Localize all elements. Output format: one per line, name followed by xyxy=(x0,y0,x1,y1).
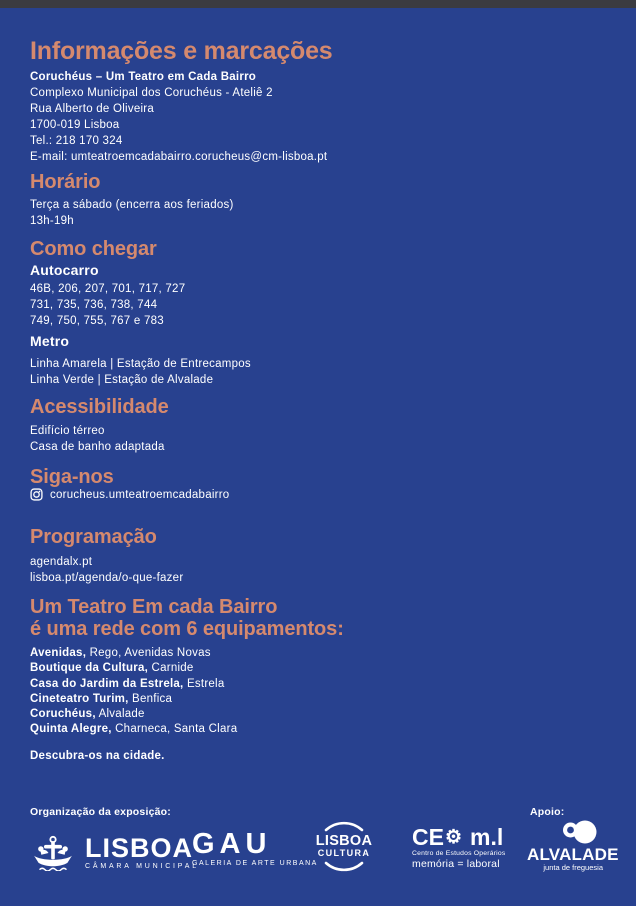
lisboa-cultura-line1: LISBOA xyxy=(315,833,373,849)
logo-lisboa-cultura xyxy=(312,820,376,872)
venues-list xyxy=(30,646,237,738)
venue-item xyxy=(30,707,237,722)
gau-subtitle: GALERIA DE ARTE URBANA xyxy=(192,860,318,867)
opening-days: Terça a sábado (encerra aos feriados) xyxy=(30,199,234,211)
email-line: E-mail: umteatroemcadabairro.corucheus@cm-lisboa.pt xyxy=(30,151,328,163)
logo-alvalade-junta-freguesia xyxy=(527,819,619,872)
venue-name: Coruchéus – Um Teatro em Cada Bairro xyxy=(30,71,257,83)
closing-line: Descubra-os na cidade. xyxy=(30,750,165,762)
section-title-horario: Horário xyxy=(30,171,101,193)
venue-item-name: Quinta Alegre, xyxy=(30,723,112,736)
section-title-acessibilidade: Acessibilidade xyxy=(30,396,169,418)
horario-block xyxy=(30,197,234,229)
logo-camara-municipal-text: CÂMARA MUNICIPAL xyxy=(85,863,199,870)
venue-item-location: Benfica xyxy=(128,692,173,705)
section-title-como-chegar: Como chegar xyxy=(30,238,157,260)
top-dark-bar xyxy=(0,0,636,8)
lisboa-crest-ship-icon xyxy=(30,835,76,871)
ceo-subtitle: Centro de Estudos Operários xyxy=(412,850,506,857)
venue-item xyxy=(30,692,237,707)
venue-item xyxy=(30,661,237,676)
venue-item xyxy=(30,722,237,737)
rede-title-line: Um Teatro Em cada Bairro xyxy=(30,596,278,618)
address-line: Complexo Municipal dos Coruchéus - Ateliê 2 xyxy=(30,87,273,99)
venue-item-location: Alvalade xyxy=(95,708,145,721)
page-title: Informações e marcações xyxy=(30,37,333,65)
circle-arcs-icon xyxy=(312,820,376,872)
contact-block xyxy=(30,69,327,165)
bus-line: 731, 735, 736, 738, 744 xyxy=(30,299,158,311)
instagram-handle: corucheus.umteatroemcadabairro xyxy=(50,488,230,501)
ceo-tagline: memória = laboral xyxy=(412,858,500,870)
accessibility-line: Edifício térreo xyxy=(30,425,105,437)
section-title-siga-nos: Siga-nos xyxy=(30,466,114,488)
metro-label: Metro xyxy=(30,333,70,349)
ceo-wordmark xyxy=(412,824,505,850)
venue-item-name: Cineteatro Turim, xyxy=(30,692,129,705)
metro-line: Linha Amarela | Estação de Entrecampos xyxy=(30,358,251,370)
venue-item-name: Boutique da Cultura, xyxy=(30,662,149,675)
gear-icon: ⚙ xyxy=(444,827,462,848)
apoio-label: Apoio: xyxy=(530,806,565,818)
opening-hours: 13h-19h xyxy=(30,215,74,227)
section-title-rede xyxy=(30,596,344,640)
venue-item-name: Coruchéus, xyxy=(30,708,96,721)
ceo-suffix: m.l xyxy=(470,824,504,850)
logo-ceo-memoria-laboral xyxy=(412,824,506,870)
lisboa-cultura-line2: CULTURA xyxy=(317,848,371,858)
gau-letters: GAU xyxy=(192,828,272,860)
accessibility-block xyxy=(30,423,165,455)
programacao-block xyxy=(30,554,183,586)
programacao-url: agendalx.pt xyxy=(30,556,93,568)
autocarro-label: Autocarro xyxy=(30,262,99,278)
phone-line: Tel.: 218 170 324 xyxy=(30,135,123,147)
venue-item xyxy=(30,677,237,692)
bus-lines-block xyxy=(30,281,185,329)
organizacao-label: Organização da exposição: xyxy=(30,806,171,818)
venue-item-name: Casa do Jardim da Estrela, xyxy=(30,677,184,690)
logo-lisboa-camara-municipal xyxy=(30,835,199,871)
venue-item-location: Rego, Avenidas Novas xyxy=(86,647,211,659)
venue-item-location: Carnide xyxy=(148,662,194,675)
alvalade-subtitle: junta de freguesia xyxy=(543,863,603,872)
alvalade-circles-icon xyxy=(561,819,597,845)
instagram-icon xyxy=(30,488,43,501)
section-title-programacao: Programação xyxy=(30,526,157,548)
alvalade-wordmark: ALVALADE xyxy=(527,845,619,864)
address-line: 1700-019 Lisboa xyxy=(30,119,120,131)
venue-item xyxy=(30,646,237,661)
ceo-prefix: CE xyxy=(412,824,444,850)
venue-item-location: Charneca, Santa Clara xyxy=(111,723,238,736)
address-line: Rua Alberto de Oliveira xyxy=(30,103,155,115)
venue-item-location: Estrela xyxy=(183,677,225,690)
logo-lisboa-text: LISBOA xyxy=(85,833,194,863)
bus-line: 46B, 206, 207, 701, 717, 727 xyxy=(30,283,186,295)
logo-gau-galeria-arte-urbana xyxy=(192,828,318,867)
programacao-url: lisboa.pt/agenda/o-que-fazer xyxy=(30,572,184,584)
instagram-row xyxy=(30,488,229,501)
rede-title-line: é uma rede com 6 equipamentos: xyxy=(30,618,344,640)
metro-lines-block xyxy=(30,356,251,388)
venue-item-name: Avenidas, xyxy=(30,647,87,659)
bus-line: 749, 750, 755, 767 e 783 xyxy=(30,315,164,327)
metro-line: Linha Verde | Estação de Alvalade xyxy=(30,374,214,386)
accessibility-line: Casa de banho adaptada xyxy=(30,441,165,453)
